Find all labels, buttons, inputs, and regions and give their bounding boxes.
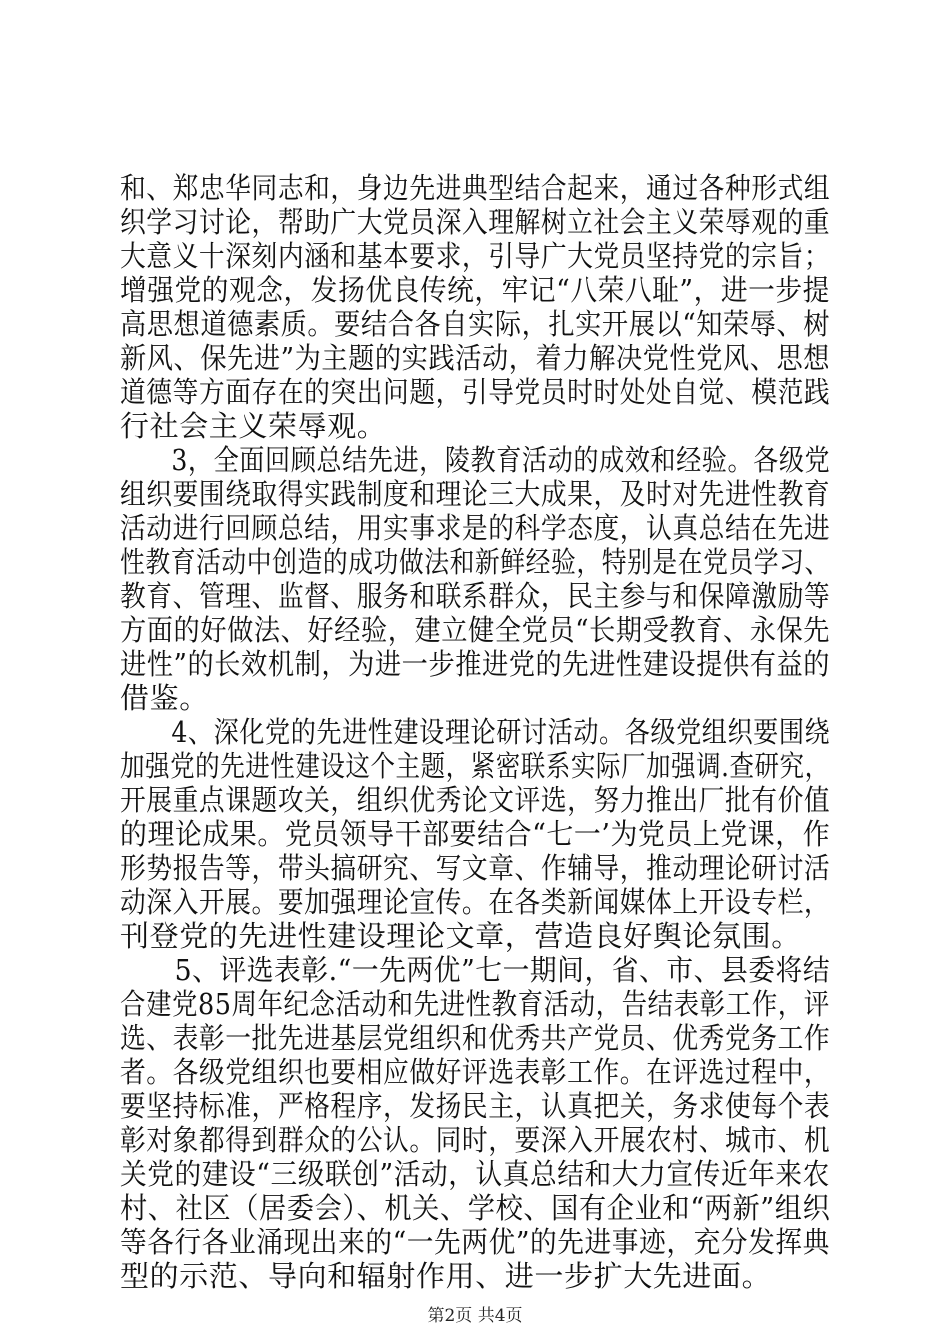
- body-text-line: 进性”的长效机制，为进一步推进党的先进性建设提供有益的: [120, 647, 831, 681]
- body-text-line: 要坚持标准，严格程序，发扬民主，认真把关，务求使每个表: [120, 1089, 831, 1123]
- body-text-line: 组织要围绕取得实践制度和理论三大成果，及时对先进性教育: [120, 477, 831, 511]
- body-text-line: 和、郑忠华同志和，身边先进典型结合起来，通过各种形式组: [120, 171, 831, 205]
- body-text-line: 增强党的观念，发扬优良传统，牢记“八荣八耻”，进一步提: [120, 273, 830, 307]
- body-text-line: 合建党85周年纪念活动和先进性教育活动，告结表彰工作，评: [120, 987, 830, 1021]
- body-text-line: 开展重点课题攻关，组织优秀论文评选，努力推出厂批有价值: [120, 783, 831, 817]
- body-text-line: 织学习讨论，帮助广大党员深入理解树立社会主义荣辱观的重: [120, 205, 831, 239]
- body-text-line: 3，全面回顾总结先进，陵教育活动的成效和经验。各级党: [120, 443, 831, 477]
- body-text-line: 村、社区（居委会）、机关、学校、国有企业和“两新”组织: [120, 1191, 831, 1225]
- body-text-line: 者。各级党组织也要相应做好评选表彰工作。在评选过程中，: [120, 1055, 831, 1089]
- body-text-line: 高思想道德素质。要结合各自实际，扎实开展以“知荣辱、树: [120, 307, 831, 341]
- body-text-line: 行社会主义荣辱观。: [120, 409, 387, 443]
- body-text-line: 的理论成果。党员领导干部要结合“七一’为党员上党课，作: [120, 817, 831, 851]
- page-number-footer: 第2页 共4页: [427, 1306, 523, 1326]
- body-text-line: 关党的建设“三级联创”活动，认真总结和大力宣传近年来农: [120, 1157, 830, 1191]
- body-text-line: 等各行各业涌现出来的“一先两优”的先进事迹，充分发挥典: [120, 1225, 830, 1259]
- body-text-line: 形势报告等，带头搞研究、写文章、作辅导，推动理论研讨活: [120, 851, 831, 885]
- body-text-line: 性教育活动中创造的成功做法和新鲜经验，特别是在党员学习、: [120, 545, 830, 579]
- body-text-line: 动深入开展。要加强理论宣传。在各类新闻媒体上开设专栏，: [120, 885, 831, 919]
- body-text-line: 活动进行回顾总结，用实事求是的科学态度，认真总结在先进: [120, 511, 831, 545]
- body-text-line: 4、深化党的先进性建设理论研讨活动。各级党组织要围绕: [120, 715, 831, 749]
- body-text-line: 5、评选表彰.“一先两优”七一期间，省、市、县委将结: [120, 953, 831, 987]
- body-text-line: 方面的好做法、好经验，建立健全党员“长期受教育、永保先: [120, 613, 831, 647]
- body-text-line: 大意义十深刻内涵和基本要求，引导广大党员坚持党的宗旨；: [120, 239, 831, 273]
- body-text-line: 型的示范、导向和辐射作用、进一步扩大先进面。: [120, 1259, 772, 1293]
- body-text-line: 新风、保先进”为主题的实践活动，着力解决党性党风、思想: [120, 341, 831, 375]
- body-text-line: 道德等方面存在的突出问题，引导党员时时处处自觉、模范践: [120, 375, 831, 409]
- body-text-line: 彰对象都得到群众的公认。同时，要深入开展农村、城市、机: [120, 1123, 831, 1157]
- body-text-line: 借鉴。: [120, 681, 209, 715]
- body-text-line: 刊登党的先进性建设理论文章，营造良好舆论氛围。: [120, 919, 801, 953]
- body-text-line: 加强党的先进性建设这个主题，紧密联系实际厂加强调.查研究，: [120, 749, 830, 783]
- body-text-line: 教育、管理、监督、服务和联系群众，民主参与和保障激励等: [120, 579, 831, 613]
- body-text-line: 选、表彰一批先进基层党组织和优秀共产党员、优秀党务工作: [120, 1021, 831, 1055]
